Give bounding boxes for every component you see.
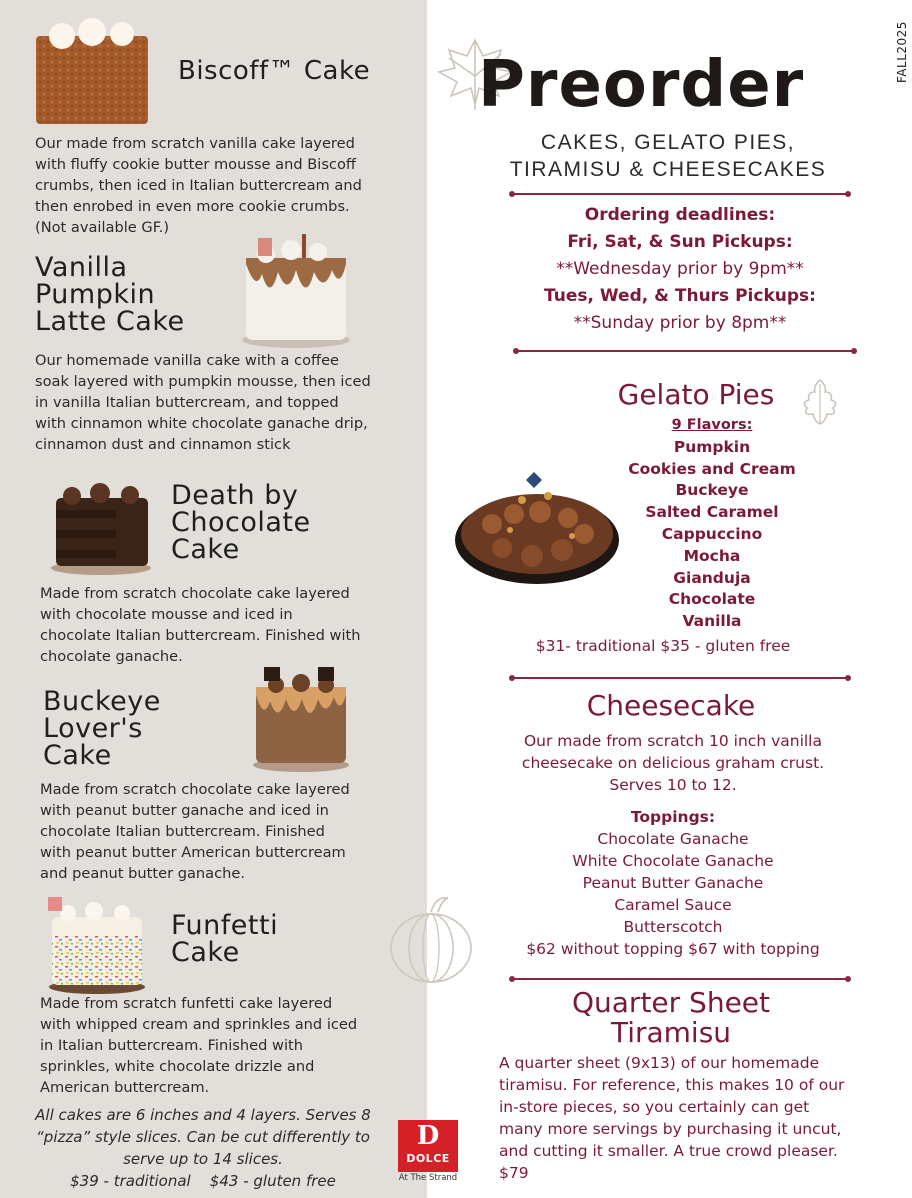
- desc-line: Made from scratch funfetti cake layered: [40, 995, 333, 1012]
- divider: [512, 193, 848, 195]
- title-line: Cake: [171, 937, 240, 968]
- title-line: Cake: [43, 740, 112, 771]
- title-line: Chocolate: [171, 507, 311, 538]
- desc-line: in-store pieces, so you certainly can get: [499, 1098, 810, 1116]
- tiramisu-price: $79: [499, 1164, 529, 1182]
- vanilla-pumpkin-cake-photo: [236, 232, 356, 350]
- toppings-heading: Toppings:: [630, 808, 716, 826]
- title-line: Funfetti: [171, 910, 279, 941]
- desc-line: cinnamon dust and cinnamon stick: [35, 436, 291, 453]
- cheesecake-toppings: [490, 806, 856, 960]
- flavor-item: Buckeye: [675, 481, 749, 500]
- gelato-title: Gelato Pies: [617, 378, 775, 411]
- pumpkin-icon: [384, 890, 478, 986]
- desc-line: chocolate Italian buttercream. Finished: [40, 823, 325, 840]
- desc-line: then enrobed in even more cookie crumbs.: [35, 198, 350, 215]
- logo-letter: D: [416, 1121, 440, 1151]
- deadline-weekday-time: **Sunday prior by 8pm**: [573, 313, 787, 333]
- flavor-item: Salted Caramel: [645, 503, 779, 522]
- topping-item: Chocolate Ganache: [597, 830, 749, 848]
- desc-line: cheesecake on delicious graham crust.: [521, 754, 825, 772]
- title-line: Buckeye: [43, 686, 161, 717]
- season-tag: [890, 6, 910, 86]
- desc-line: and cutting it smaller. A true crowd pleaser.: [499, 1142, 838, 1160]
- flavor-item: Gianduja: [673, 568, 751, 587]
- tiramisu-description: [499, 1052, 889, 1184]
- desc-line: soak layered with pumpkin mousse, then iced: [35, 373, 371, 390]
- desc-line: tiramisu. For reference, this makes 10 of our: [499, 1076, 845, 1094]
- desc-line: many more servings by purchasing it uncut,: [499, 1120, 842, 1138]
- title-line: Pumpkin: [35, 279, 156, 310]
- biscoff-title: Biscoff™ Cake: [178, 56, 371, 86]
- desc-line: A quarter sheet (9x13) of our homemade: [499, 1054, 820, 1072]
- cake-price: $39 - traditional $43 - gluten free: [70, 1172, 336, 1190]
- logo-name: DOLCE: [406, 1152, 450, 1165]
- desc-line: Made from scratch chocolate cake layered: [40, 781, 350, 798]
- topping-item: White Chocolate Ganache: [572, 852, 774, 870]
- subtitle-line: CAKES, GELATO PIES,: [540, 131, 796, 154]
- desc-line: Made from scratch chocolate cake layered: [40, 585, 350, 602]
- flavor-item: Cappuccino: [661, 524, 763, 543]
- title-line: Death by: [171, 480, 299, 511]
- vanilla-pumpkin-title: [35, 254, 185, 335]
- cheesecake-price: $62 without topping $67 with topping: [526, 940, 820, 958]
- cheesecake-title: Cheesecake: [586, 689, 756, 722]
- chocolate-cake-photo: [48, 480, 154, 576]
- desc-line: Our homemade vanilla cake with a coffee: [35, 352, 340, 369]
- topping-item: Peanut Butter Ganache: [582, 874, 764, 892]
- desc-line: with cinnamon white chocolate ganache drip,: [35, 415, 368, 432]
- divider: [512, 978, 848, 980]
- desc-line: Our made from scratch 10 inch vanilla: [523, 732, 822, 750]
- dolce-logo: [398, 1120, 458, 1186]
- desc-line: chocolate ganache.: [40, 648, 183, 665]
- footer-line: serve up to 14 slices.: [123, 1150, 283, 1168]
- desc-line: with chocolate mousse and iced in: [40, 606, 293, 623]
- desc-line: American buttercream.: [40, 1079, 210, 1096]
- cake-footer-note: [18, 1104, 388, 1192]
- tiramisu-title: [546, 988, 796, 1048]
- desc-line: chocolate Italian buttercream. Finished with: [40, 627, 361, 644]
- deadlines-heading: Ordering deadlines:: [584, 205, 776, 225]
- gelato-price: $31- traditional $35 - gluten free: [535, 637, 791, 655]
- flavor-item: Chocolate: [668, 590, 756, 609]
- cheesecake-description: [490, 730, 856, 796]
- desc-line: with whipped cream and sprinkles and iced: [40, 1016, 358, 1033]
- desc-line: sprinkles, white chocolate drizzle and: [40, 1058, 315, 1075]
- deadline-weekday: Tues, Wed, & Thurs Pickups:: [544, 286, 816, 306]
- desc-line: in vanilla Italian buttercream, and topped: [35, 394, 339, 411]
- season-tag-text: FALL2025: [895, 21, 909, 83]
- flavor-item: Pumpkin: [673, 437, 751, 456]
- footer-line: All cakes are 6 inches and 4 layers. Serves 8: [35, 1106, 371, 1124]
- title-line: Cake: [171, 534, 240, 565]
- deadline-weekend-time: **Wednesday prior by 9pm**: [556, 259, 804, 279]
- title-line: Vanilla: [35, 252, 128, 283]
- flavor-item: Cookies and Cream: [628, 459, 796, 478]
- buckeye-cake-photo: [248, 665, 354, 773]
- biscoff-description: [35, 133, 420, 238]
- title-line: Quarter Sheet: [571, 986, 771, 1019]
- death-by-chocolate-title: [171, 482, 311, 563]
- page-subtitle: [488, 129, 848, 183]
- flavor-item: Vanilla: [682, 612, 742, 631]
- desc-line: in Italian buttercream. Finished with: [40, 1037, 303, 1054]
- subtitle-line: TIRAMISU & CHEESECAKES: [509, 158, 827, 181]
- funfetti-title: [171, 912, 278, 966]
- desc-line: with peanut butter American buttercream: [40, 844, 346, 861]
- desc-line: crumbs, then iced in Italian buttercream and: [35, 177, 362, 194]
- buckeye-title: [43, 688, 161, 769]
- buckeye-description: [40, 779, 420, 884]
- flavors-heading: 9 Flavors:: [671, 417, 753, 433]
- desc-line: and peanut butter ganache.: [40, 865, 246, 882]
- page-title: Preorder: [478, 48, 805, 122]
- footer-line: “pizza” style slices. Can be cut differently to: [36, 1128, 370, 1146]
- chocolate-description: [40, 583, 420, 667]
- funfetti-cake-photo: [44, 895, 150, 995]
- gelato-flavors: [612, 415, 812, 633]
- funfetti-description: [40, 993, 420, 1098]
- topping-item: Caramel Sauce: [614, 896, 732, 914]
- divider: [512, 677, 848, 679]
- biscoff-cake-photo: [34, 12, 150, 126]
- title-line: Tiramisu: [610, 1016, 732, 1049]
- title-line: Latte Cake: [35, 306, 185, 337]
- title-line: Lover's: [43, 713, 143, 744]
- flavor-item: Mocha: [683, 546, 741, 565]
- divider: [516, 350, 854, 352]
- ordering-deadlines: [490, 202, 870, 337]
- topping-item: Butterscotch: [623, 918, 723, 936]
- gelato-pie-photo: [452, 460, 622, 588]
- logo-tagline: At The Strand: [398, 1173, 458, 1183]
- deadline-weekend: Fri, Sat, & Sun Pickups:: [567, 232, 793, 252]
- desc-line: with fluffy cookie butter mousse and Biscoff: [35, 156, 356, 173]
- vanilla-pumpkin-description: [35, 350, 420, 455]
- desc-line: with peanut butter ganache and iced in: [40, 802, 329, 819]
- desc-line: Serves 10 to 12.: [609, 776, 737, 794]
- desc-line: Our made from scratch vanilla cake layered: [35, 135, 355, 152]
- desc-line: (Not available GF.): [35, 219, 170, 236]
